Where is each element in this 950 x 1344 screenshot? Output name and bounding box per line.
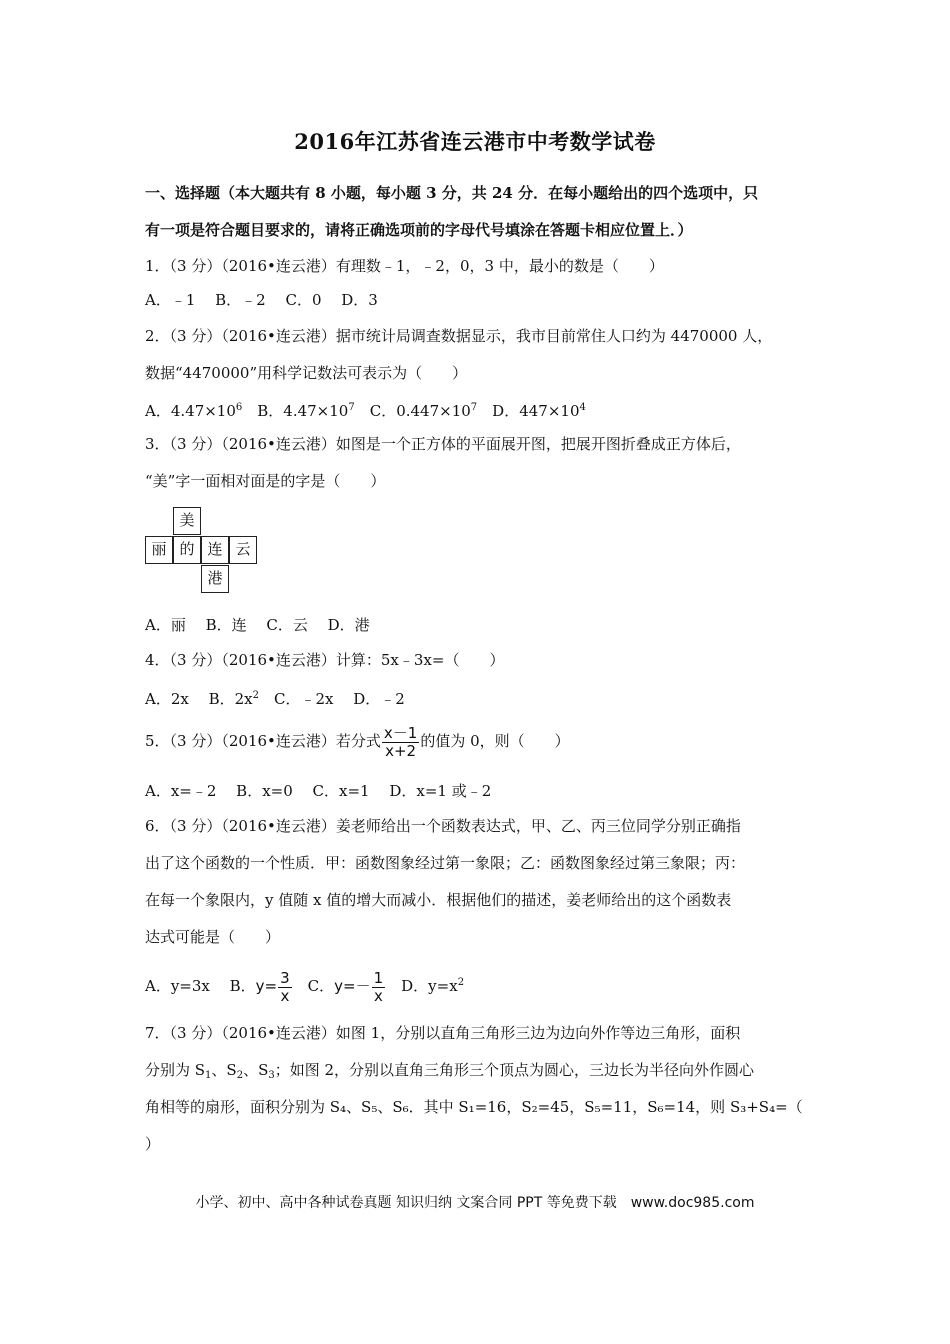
q4-exp: 2 — [252, 690, 260, 701]
q7-s-pre: 分别为 S — [145, 1061, 206, 1079]
q2-exp-c: 7 — [470, 402, 478, 413]
q3-options: A．丽 B．连 C．云 D．港 — [145, 616, 370, 634]
page-footer: 小学、初中、高中各种试卷真题 知识归纳 文案合同 PPT 等免费下载 www.doc985.com — [195, 1195, 755, 1211]
net-cell-yun: 云 — [229, 536, 257, 564]
q2-option-c: C．0.447×10 — [354, 402, 471, 420]
q3-stem-line-1: 3．（3 分）（2016•连云港）如图是一个正方体的平面展开图，把展开图折叠成正方体后， — [145, 435, 741, 453]
q5-options: A．x=﹣2 B．x=0 C．x=1 D．x=1 或﹣2 — [145, 782, 492, 800]
q2-exp-a: 6 — [235, 402, 243, 413]
page-title: 2016年江苏省连云港市中考数学试卷 — [294, 129, 656, 154]
q4-options — [145, 686, 405, 709]
q6-option-b-pre: y= — [255, 977, 278, 995]
section-heading-line-1: 一、选择题（本大题共有 8 小题，每小题 3 分，共 24 分．在每小题给出的四个选项中，只 — [145, 184, 759, 202]
q7-stem-line-1: 7．（3 分）（2016•连云港）如图 1，分别以直角三角形三边为边向外作等边三角形，面积 — [145, 1024, 741, 1042]
q2-stem-line-2: 数据“4470000”用科学记数法可表示为（ ） — [145, 364, 468, 382]
q6-stem-line-2: 出了这个函数的一个性质．甲：函数图象经过第一象限；乙：函数图象经过第三象限；丙： — [145, 854, 746, 872]
q7-s3-sub: 3 — [268, 1070, 275, 1081]
q2-option-d: D．447×10 — [477, 402, 580, 420]
net-cell-gang: 港 — [201, 565, 229, 593]
q2-exp-d: 4 — [579, 402, 586, 413]
net-cell-li: 丽 — [145, 536, 173, 564]
q5-numerator: x－1 — [383, 723, 418, 742]
q5-stem-post: 的值为 0，则（ ） — [420, 732, 570, 750]
q6-stem-line-3: 在每一个象限内，y 值随 x 值的增大而减小．根据他们的描述，姜老师给出的这个函数表 — [145, 891, 732, 909]
q2-stem-line-1: 2．（3 分）（2016•连云港）据市统计局调查数据显示，我市目前常住人口约为 4470000 人， — [145, 327, 773, 345]
q1-stem: 1．（3 分）（2016•连云港）有理数﹣1，﹣2，0，3 中，最小的数是（ ） — [145, 257, 664, 275]
q5-stem — [145, 723, 570, 760]
q6-c-denominator: x — [373, 986, 383, 1005]
q5-denominator: x+2 — [385, 741, 417, 760]
q4-option-ab: A．2x B．2x — [145, 690, 253, 708]
q6-option-c: C． — [292, 977, 335, 995]
q6-option-b-fraction — [278, 970, 292, 1005]
q7-s-sep1: 、S — [211, 1061, 237, 1079]
q7-s-post: ；如图 2，分别以直角三角形三个顶点为圆心，三边长为半径向外作圆心 — [274, 1061, 755, 1079]
q6-option-c-fraction — [372, 970, 386, 1005]
q2-option-b: B．4.47×10 — [242, 402, 349, 420]
q7-s-sep2: 、S — [243, 1061, 269, 1079]
net-cell-mei: 美 — [173, 507, 201, 535]
q6-stem-line-1: 6．（3 分）（2016•连云港）姜老师给出一个函数表达式，甲、乙、丙三位同学分别正确指 — [145, 817, 741, 835]
q6-c-numerator: 1 — [373, 968, 384, 987]
q5-fraction — [382, 725, 419, 760]
q6-b-numerator: 3 — [280, 968, 290, 987]
q6-option-a: A．y=3x B． — [145, 977, 256, 995]
q6-option-c-pre: y=－ — [334, 977, 371, 995]
q2-options — [145, 398, 586, 421]
q4-option-cd: C．﹣2x D．﹣2 — [259, 690, 405, 708]
q7-s1-sub: 1 — [205, 1070, 212, 1081]
q7-stem-line-2 — [145, 1060, 754, 1086]
net-cell-de: 的 — [173, 536, 201, 564]
q6-option-d: D．y=x — [386, 977, 458, 995]
q6-stem-line-4: 达式可能是（ ） — [145, 928, 281, 946]
section-heading-line-2: 有一项是符合题目要求的，请将正确选项前的字母代号填涂在答题卡相应位置上．） — [145, 221, 693, 239]
q1-options: A．﹣1 B．﹣2 C．0 D．3 — [145, 291, 378, 309]
q7-s2-sub: 2 — [236, 1070, 244, 1081]
q2-exp-b: 7 — [348, 402, 355, 413]
q2-option-a: A．4.47×10 — [145, 402, 236, 420]
q7-stem-line-3: 角相等的扇形，面积分别为 S₄、S₅、S₆．其中 S₁=16，S₂=45，S₅=11，S₆=14，则 S₃+S₄=（ — [145, 1098, 803, 1116]
q6-b-denominator: x — [280, 986, 290, 1005]
q6-options — [145, 964, 464, 1005]
q6-exp-d: 2 — [457, 977, 465, 988]
q7-stem-line-4: ） — [145, 1135, 161, 1153]
q5-stem-pre: 5．（3 分）（2016•连云港）若分式 — [145, 732, 381, 750]
q3-stem-line-2: “美”字一面相对面是的字是（ ） — [145, 472, 386, 490]
net-cell-lian: 连 — [201, 536, 229, 564]
q4-stem: 4．（3 分）（2016•连云港）计算：5x﹣3x=（ ） — [145, 651, 505, 669]
